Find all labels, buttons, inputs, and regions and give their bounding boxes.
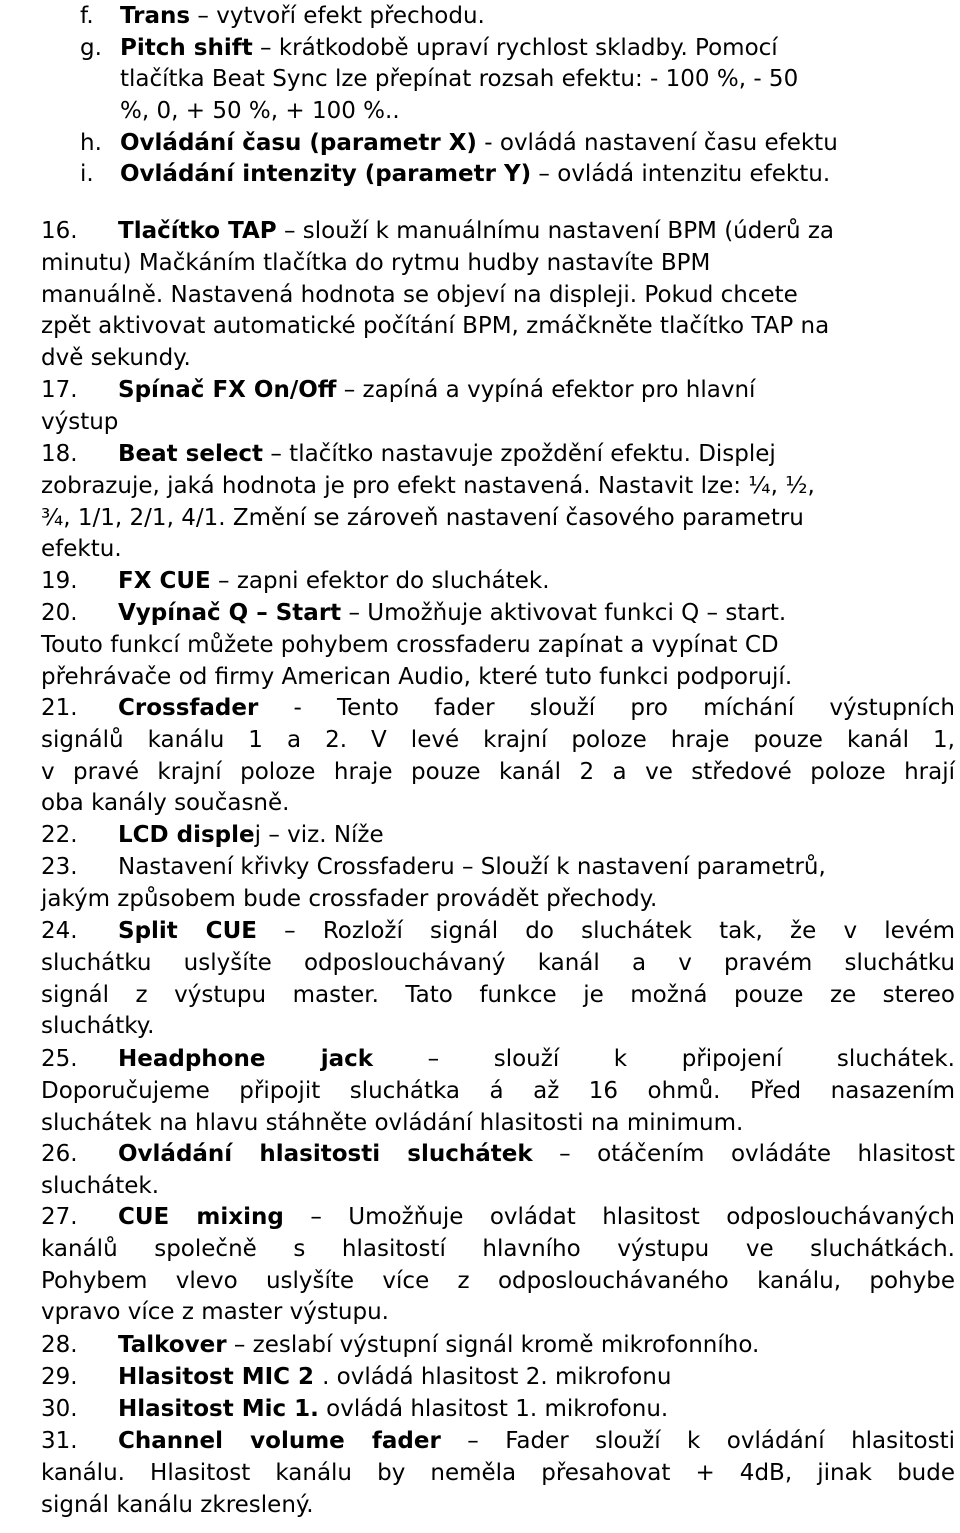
sub-item-letter: h. — [80, 130, 102, 156]
item-number: 23. — [41, 854, 78, 880]
sub-list-item — [80, 158, 950, 190]
item-text: výstup — [41, 408, 119, 435]
item-number: 31. — [41, 1428, 78, 1454]
list-item — [41, 693, 955, 820]
sub-item-term: Ovládání času (parametr X) — [120, 130, 477, 156]
item-text-line — [41, 471, 955, 503]
item-text: Nastavení křivky Crossfaderu – Slouží k nastavení parametrů, — [118, 854, 826, 880]
list-item — [41, 1426, 955, 1521]
item-text: – Rozloží signál do sluchátek tak, že v levém — [256, 918, 955, 944]
item-text-line — [41, 311, 955, 343]
item-number: 24. — [41, 918, 78, 944]
list-item — [41, 566, 955, 598]
item-text-line — [41, 343, 955, 375]
item-heading-line — [41, 1139, 955, 1171]
sub-list-item — [80, 32, 950, 64]
item-heading-line — [41, 566, 955, 598]
item-text-line — [41, 1011, 955, 1043]
item-text-line — [41, 1171, 955, 1203]
item-text: – slouží k manuálnímu nastavení BPM (úderů za — [276, 218, 835, 244]
item-term: LCD disple — [118, 822, 255, 848]
item-heading-line — [41, 375, 955, 407]
item-text: v pravé krajní poloze hraje pouze kanál 2 a ve středové poloze hrají — [41, 758, 955, 785]
item-number: 16. — [41, 218, 78, 244]
item-term: Crossfader — [118, 695, 259, 721]
sub-item-description: – krátkodobě upraví rychlost skladby. Pomocí — [252, 35, 778, 61]
sub-list-item — [80, 0, 950, 32]
item-text: . ovládá hlasitost 2. mikrofonu — [322, 1364, 672, 1390]
item-text-line — [41, 1458, 955, 1490]
item-text: – tlačítko nastavuje zpoždění efektu. Displej — [263, 441, 776, 467]
item-number: 18. — [41, 441, 78, 467]
item-text: přehrávače od firmy American Audio, které tuto funkci podporují. — [41, 663, 793, 690]
item-number: 22. — [41, 822, 78, 848]
sub-item-description: - ovládá nastavení času efektu — [476, 130, 838, 156]
list-item — [41, 852, 955, 916]
item-term: Tlačítko TAP — [118, 218, 277, 244]
item-text-line — [41, 1490, 955, 1522]
item-term: Talkover — [118, 1332, 227, 1358]
item-text: – zapíná a vypíná efektor pro hlavní — [336, 377, 756, 403]
item-number: 27. — [41, 1204, 78, 1230]
item-term: Headphone jack — [118, 1046, 374, 1072]
item-text: Pohybem vlevo uslyšíte více z odposlouchávaného kanálu, pohybe — [41, 1267, 955, 1294]
item-text: signál kanálu zkreslený. — [41, 1491, 314, 1518]
item-text-line — [41, 630, 955, 662]
list-item — [41, 1202, 955, 1329]
item-text: kanálu. Hlasitost kanálu by neměla přesahovat + 4dB, jinak bude — [41, 1459, 955, 1486]
list-item — [41, 1362, 955, 1394]
item-heading-line — [41, 598, 955, 630]
sub-item-letter: i. — [80, 161, 94, 187]
sub-item-term: Ovládání intenzity (parametr Y) — [120, 161, 532, 187]
item-text: Touto funkcí můžete pohybem crossfaderu zapínat a vypínat CD — [41, 631, 779, 658]
item-text: – Umožňuje aktivovat funkci Q – start. — [341, 600, 787, 626]
item-text-line — [41, 503, 955, 535]
item-text: – slouží k připojení sluchátek. — [373, 1046, 955, 1072]
item-heading-line — [41, 1044, 955, 1076]
item-text-line — [41, 1076, 955, 1108]
item-text-line — [41, 948, 955, 980]
item-number: 25. — [41, 1046, 78, 1072]
item-number: 19. — [41, 568, 78, 594]
item-term: Beat select — [118, 441, 264, 467]
sub-list-item — [120, 95, 960, 127]
item-number: 28. — [41, 1332, 78, 1358]
item-heading-line — [41, 916, 955, 948]
item-text-line — [41, 248, 955, 280]
item-text: oba kanály současně. — [41, 790, 290, 817]
item-heading-line — [41, 693, 955, 725]
item-text-line — [41, 534, 955, 566]
item-text: minutu) Mačkáním tlačítka do rytmu hudby nastavíte BPM — [41, 249, 711, 276]
item-text-line — [41, 662, 955, 694]
item-text-line — [41, 757, 955, 789]
item-number: 26. — [41, 1141, 78, 1167]
item-text: – Umožňuje ovládat hlasitost odposlouchávaných — [283, 1204, 955, 1230]
item-text-line — [41, 1266, 955, 1298]
item-text: jakým způsobem bude crossfader provádět přechody. — [41, 885, 658, 912]
list-item — [41, 216, 955, 375]
item-term: Split CUE — [118, 918, 257, 944]
list-item — [41, 375, 955, 439]
item-text: Doporučujeme připojit sluchátka á až 16 ohmů. Před nasazením — [41, 1077, 955, 1104]
item-text-line — [41, 407, 955, 439]
list-item — [41, 1139, 955, 1203]
sub-item-term: Trans — [120, 3, 191, 29]
item-heading-line — [41, 1362, 955, 1394]
item-text: ¾, 1/1, 2/1, 4/1. Změní se zároveň nastavení časového parametru — [41, 504, 804, 531]
list-item — [41, 916, 955, 1043]
item-text-line — [41, 1108, 955, 1140]
item-heading-line — [41, 1426, 955, 1458]
item-text: – Fader slouží k ovládání hlasitosti — [440, 1428, 955, 1454]
item-text-line — [41, 980, 955, 1012]
item-heading-line — [41, 439, 955, 471]
list-item — [41, 439, 955, 566]
item-term: Ovládání hlasitosti sluchátek — [118, 1141, 533, 1167]
item-text-line — [41, 280, 955, 312]
item-text: efektu. — [41, 536, 122, 563]
item-term: Channel volume fader — [118, 1428, 441, 1454]
sub-item-text: tlačítka Beat Sync lze přepínat rozsah efektu: - 100 %, - 50 — [120, 66, 799, 92]
sub-list-item — [80, 127, 950, 159]
list-item — [41, 598, 955, 693]
item-text: manuálně. Nastavená hodnota se objeví na displeji. Pokud chcete — [41, 281, 798, 308]
item-text: sluchátek. — [41, 1172, 160, 1199]
item-text: vpravo více z master výstupu. — [41, 1299, 389, 1326]
item-text: sluchátky. — [41, 1013, 155, 1040]
item-text: zobrazuje, jaká hodnota je pro efekt nastavená. Nastavit lze: ¼, ½, — [41, 472, 815, 499]
item-text-line — [41, 1234, 955, 1266]
item-text: - Tento fader slouží pro míchání výstupních — [258, 695, 955, 721]
item-heading-line — [41, 852, 955, 884]
item-term: Vypínač Q – Start — [118, 600, 342, 626]
item-text-line — [41, 788, 955, 820]
item-text: j – viz. Níže — [254, 822, 384, 848]
item-number: 29. — [41, 1364, 78, 1390]
sub-item-text: %, 0, + 50 %, + 100 %.. — [120, 98, 400, 124]
item-text: dvě sekundy. — [41, 345, 191, 372]
item-text-line — [41, 725, 955, 757]
item-term: CUE mixing — [118, 1204, 284, 1230]
item-text: – zeslabí výstupní signál kromě mikrofonního. — [226, 1332, 760, 1358]
item-text: zpět aktivovat automatické počítání BPM, zmáčkněte tlačítko TAP na — [41, 313, 830, 340]
list-item — [41, 1330, 955, 1362]
sub-item-description: – vytvoří efekt přechodu. — [190, 3, 485, 29]
item-text: sluchátek na hlavu stáhněte ovládání hlasitosti na minimum. — [41, 1109, 744, 1136]
item-term: Hlasitost Mic 1. — [118, 1396, 319, 1422]
item-number: 17. — [41, 377, 78, 403]
sub-item-description: – ovládá intenzitu efektu. — [531, 161, 831, 187]
item-heading-line — [41, 1330, 955, 1362]
item-term: FX CUE — [118, 568, 211, 594]
item-heading-line — [41, 1394, 955, 1426]
item-term: Spínač FX On/Off — [118, 377, 337, 403]
sub-item-term: Pitch shift — [120, 35, 253, 61]
list-item — [41, 1394, 955, 1426]
item-number: 30. — [41, 1396, 78, 1422]
item-heading-line — [41, 1202, 955, 1234]
sub-item-letter: f. — [80, 3, 94, 29]
item-text-line — [41, 884, 955, 916]
list-item — [41, 820, 955, 852]
list-item — [41, 1044, 955, 1139]
sub-item-letter: g. — [80, 35, 102, 61]
item-heading-line — [41, 216, 955, 248]
item-number: 20. — [41, 600, 78, 626]
item-text-line — [41, 1297, 955, 1329]
item-heading-line — [41, 820, 955, 852]
item-text: signál z výstupu master. Tato funkce je možná pouze ze stereo — [41, 981, 955, 1008]
sub-list-item — [120, 63, 960, 95]
item-term: Hlasitost MIC 2 — [118, 1364, 323, 1390]
item-number: 21. — [41, 695, 78, 721]
item-text: – otáčením ovládáte hlasitost — [532, 1141, 955, 1167]
item-text: sluchátku uslyšíte odposlouchávaný kanál a v pravém sluchátku — [41, 949, 955, 976]
item-text: signálů kanálu 1 a 2. V levé krajní poloze hraje pouze kanál 1, — [41, 726, 955, 753]
item-text: – zapni efektor do sluchátek. — [210, 568, 550, 594]
item-text: kanálů společně s hlasitostí hlavního výstupu ve sluchátkách. — [41, 1235, 955, 1262]
item-text: ovládá hlasitost 1. mikrofonu. — [318, 1396, 669, 1422]
